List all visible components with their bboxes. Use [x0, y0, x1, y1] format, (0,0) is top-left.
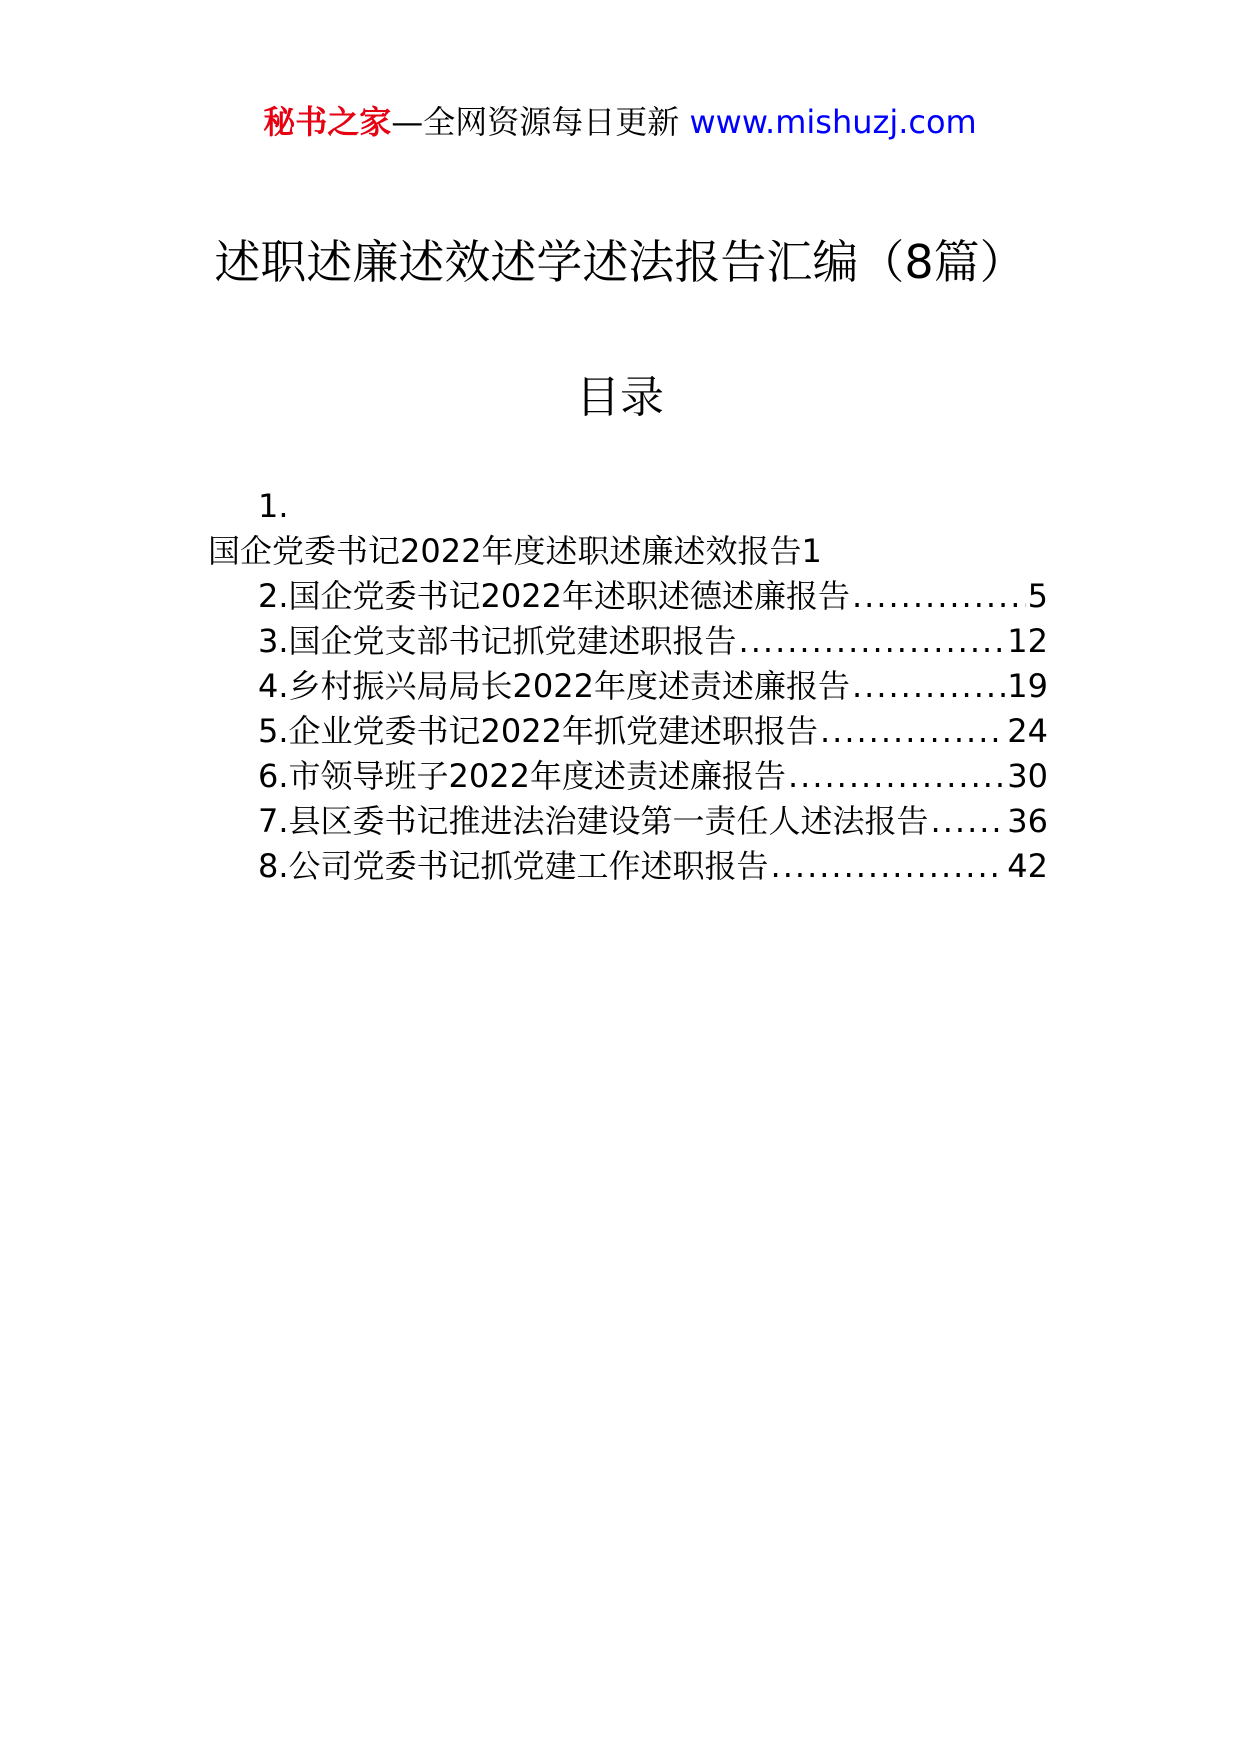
toc-item-number: 5. [258, 712, 289, 750]
toc-item-title: 乡村振兴局局长2022年度述责述廉报告 [288, 667, 850, 705]
toc-leader-dots [788, 754, 1005, 799]
toc-item-title: 公司党委书记抓党建工作述职报告 [288, 847, 769, 885]
toc-item-page: 1 [801, 532, 822, 570]
toc-leader-dots [739, 619, 1006, 664]
toc-item-title: 国企党委书记2022年度述职述廉述效报告 [208, 532, 802, 570]
toc-leader-dots [820, 709, 1005, 754]
toc-item-page: 19 [1007, 667, 1048, 705]
toc-item-8[interactable] [208, 844, 1048, 889]
toc-item-number: 2. [258, 577, 289, 615]
toc-item-page: 36 [1007, 802, 1048, 840]
toc-item-2[interactable] [208, 574, 1048, 619]
toc-leader-dots [771, 844, 1006, 889]
toc-item-number: 6. [258, 757, 289, 795]
toc-item-5[interactable] [208, 709, 1048, 754]
toc-item-4[interactable] [208, 664, 1048, 709]
toc-item-number: 7. [258, 802, 289, 840]
brand-name: 秘书之家 [263, 103, 392, 141]
toc-item-number: 8. [258, 847, 289, 885]
toc-item-3[interactable] [208, 619, 1048, 664]
toc-item-1-number: 1. [258, 487, 289, 525]
toc-leader-dots [852, 574, 1026, 619]
table-of-contents [208, 484, 1048, 889]
header-tagline: —全网资源每日更新 [391, 103, 680, 141]
toc-item-title: 国企党支部书记抓党建述职报告 [288, 622, 737, 660]
toc-item-page: 42 [1007, 847, 1048, 885]
toc-item-page: 24 [1007, 712, 1048, 750]
toc-item-title: 市领导班子2022年度述责述廉报告 [288, 757, 786, 795]
site-url-link[interactable]: www.mishuzj.com [689, 103, 977, 141]
toc-item-title: 企业党委书记2022年抓党建述职报告 [288, 712, 818, 750]
toc-item-title: 国企党委书记2022年述职述德述廉报告 [288, 577, 850, 615]
toc-item-number: 3. [258, 622, 289, 660]
document-title: 述职述廉述效述学述法报告汇编（8篇） [214, 235, 1026, 289]
toc-item-page: 12 [1007, 622, 1048, 660]
toc-leader-dots [931, 799, 1006, 844]
site-header [0, 100, 1240, 144]
toc-item-page: 5 [1027, 577, 1048, 615]
toc-leader-dots [852, 664, 1005, 709]
toc-item-title: 县区委书记推进法治建设第一责任人述法报告 [288, 802, 929, 840]
toc-item-page: 30 [1007, 757, 1048, 795]
toc-item-7[interactable] [208, 799, 1048, 844]
toc-item-1[interactable] [208, 529, 1048, 574]
toc-heading: 目录 [576, 372, 664, 423]
toc-item-number: 4. [258, 667, 289, 705]
toc-item-6[interactable] [208, 754, 1048, 799]
